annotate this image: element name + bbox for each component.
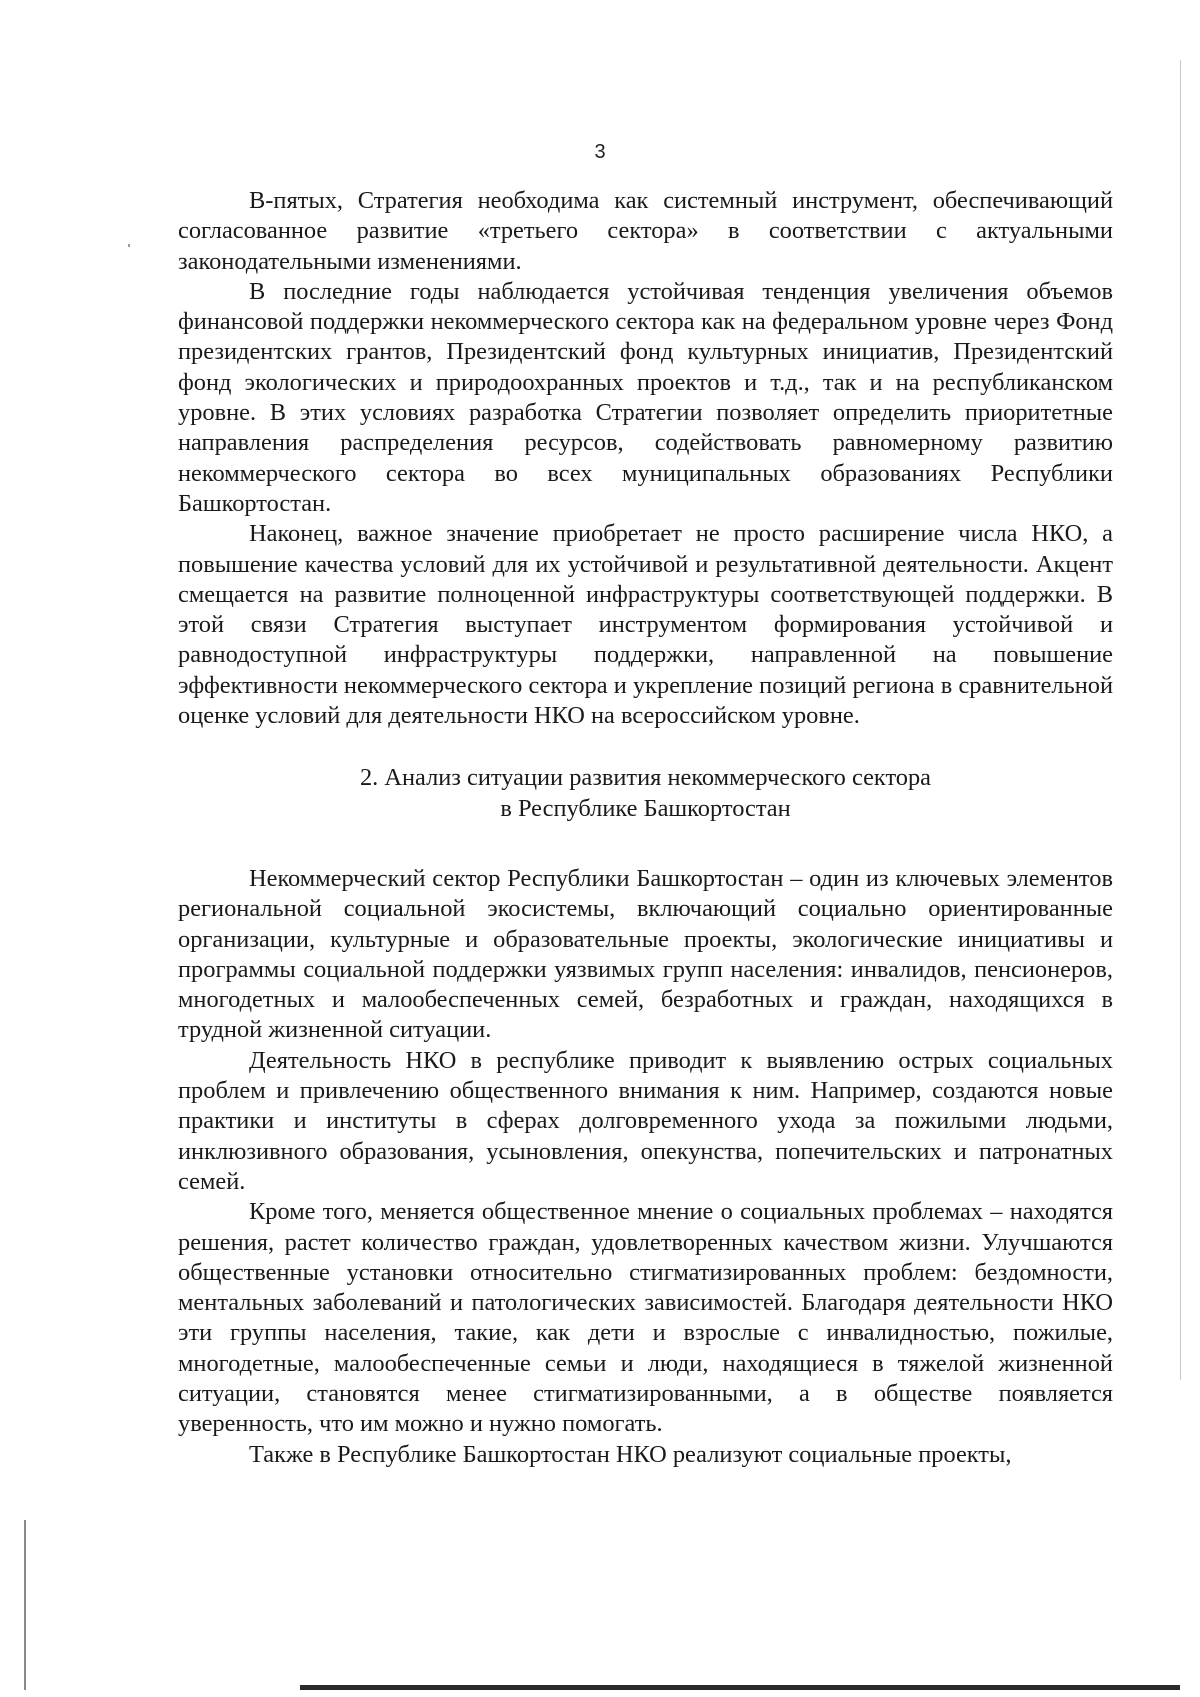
paragraph-social-projects: Также в Республике Башкортостан НКО реализуют социальные проекты,: [249, 1440, 1012, 1468]
paragraph-financial-support: В последние годы наблюдается устойчивая тенденция увеличения объемов финансовой поддержки некоммерческого сектора как на федеральном уровне через Фонд президентских грантов, Президентский фонд культурных инициатив, Президентский фонд экологических и природоохранных проектов и т.д., так и на республиканском уровне. В этих условиях разработка Стратегии позволяет определить приоритетные направления распределения ресурсов, содействовать равномерному развитию некоммерческого сектора во всех муниципальных образованиях Республики Башкортостан.: [178, 277, 1113, 517]
paragraph-nonprofit-sector: Некоммерческий сектор Республики Башкортостан – один из ключевых элементов региональной социальной экосистемы, включающий социально ориентированные организации, культурные и образовательные проекты, экологические инициативы и программы социальной поддержки уязвимых групп населения: инвалидов, пенсионеров, многодетных и малообеспеченных семей, безработных и граждан, находящихся в трудной жизненной ситуации.: [178, 864, 1113, 1044]
paragraph-fifthly: В-пятых, Стратегия необходима как системный инструмент, обеспечивающий согласованное развитие «третьего сектора» в соответствии с актуальными законодательными изменениями.: [178, 187, 1113, 275]
page-number: 3: [594, 141, 606, 163]
section-heading: [178, 763, 1113, 824]
scan-edge-line: [1180, 60, 1181, 1380]
paragraph-finally: Наконец, важное значение приобретает не просто расширение числа НКО, а повышение качества условий для их устойчивой и результативной деятельности. Акцент смещается на развитие полноценной инфраструктуры соответствующей поддержки. В этой связи Стратегия выступает инструментом формирования устойчивой и равнодоступной инфраструктуры поддержки, направленной на повышение эффективности некоммерческого сектора и укрепление позиций региона в сравнительной оценке условий для деятельности НКО на всероссийском уровне.: [178, 520, 1113, 730]
paragraph-public-opinion: Кроме того, меняется общественное мнение о социальных проблемах – находятся решения, растет количество граждан, удовлетворенных качеством жизни. Улучшаются общественные установки относительно стигматизированных проблем: бездомности, ментальных заболеваний и патологических зависимостей. Благодаря деятельности НКО эти группы населения, такие, как дети и взрослые с инвалидностью, пожилые, многодетные, малообеспеченные семьи и люди, находящиеся в тяжелой жизненной ситуации, становятся менее стигматизированными, а в обществе появляется уверенность, что им можно и нужно помогать.: [178, 1198, 1113, 1438]
scan-bottom-edge: [300, 1685, 1180, 1690]
heading-spacer: [178, 824, 1113, 864]
scan-speck: [128, 244, 130, 247]
scan-left-edge: [24, 1520, 26, 1690]
paragraph-nko-activity: Деятельность НКО в республике приводит к выявлению острых социальных проблем и привлечению общественного внимания к ним. Например, создаются новые практики и институты в сферах долговременного ухода за пожилыми людьми, инклюзивного образования, усыновления, опекунства, попечительских и патронатных семей.: [178, 1046, 1113, 1195]
section-heading-line-2: в Республике Башкортостан: [500, 794, 791, 822]
section-heading-line-1: 2. Анализ ситуации развития некоммерческого сектора: [359, 764, 932, 792]
document-body: [178, 186, 1113, 1470]
